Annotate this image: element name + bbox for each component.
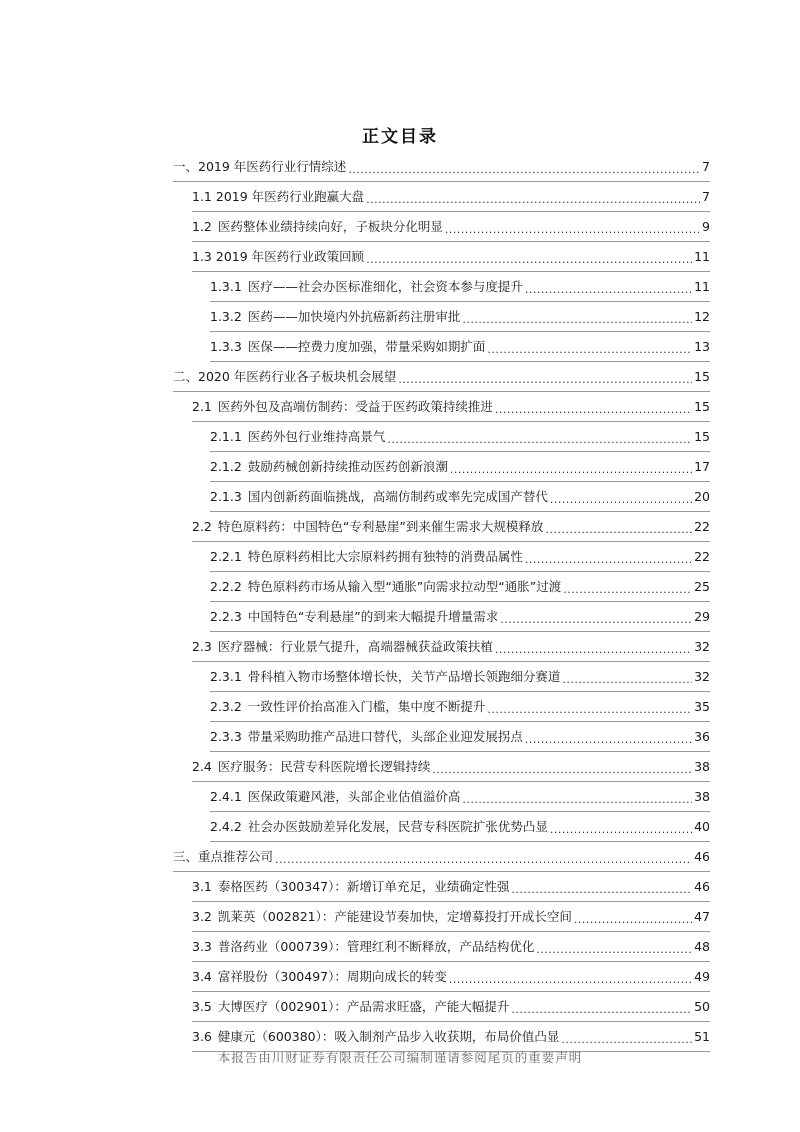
page-title: 正文目录 — [362, 127, 438, 147]
toc-entry-title: 大博医疗（002901）：产品需求旺盛，产能大幅提升 — [217, 999, 510, 1015]
toc-entry-number: 1.2 — [192, 219, 212, 235]
toc-entry-title: 医药——加快境内外抗癌新药注册审批 — [247, 309, 461, 325]
toc-entry-page: 35 — [694, 699, 710, 715]
toc-entry-title: 医药外包及高端仿制药：受益于医药政策持续推进 — [217, 399, 493, 415]
toc-entry-title: 2019 年医药行业行情综述 — [198, 159, 347, 175]
toc-entry-number: 三、 — [173, 849, 199, 865]
toc-entry-title: 特色原料药市场从输入型“通胀”向需求拉动型“通胀”过渡 — [247, 579, 562, 595]
toc-entry[interactable] — [192, 242, 710, 272]
toc-entry-number: 1.3.3 — [210, 339, 242, 355]
toc-entry[interactable] — [210, 602, 710, 632]
toc-entry-number: 3.3 — [192, 939, 212, 955]
toc-entry[interactable] — [192, 992, 710, 1022]
toc-entry-page: 46 — [694, 879, 710, 895]
toc-entry-title: 2019 年医药行业政策回顾 — [215, 249, 365, 265]
toc-entry-page: 9 — [702, 219, 710, 235]
toc-entry[interactable] — [192, 752, 710, 782]
toc-leader-dots — [348, 164, 700, 175]
toc-entry-title: 骨科植入物市场整体增长快，关节产品增长领跑细分赛道 — [247, 669, 561, 685]
toc-entry-title: 特色原料药：中国特色“专利悬崖”到来催生需求大规模释放 — [217, 519, 544, 535]
toc-entry-number: 2.1.3 — [210, 489, 242, 505]
toc-leader-dots — [536, 944, 692, 955]
toc-leader-dots — [511, 1004, 692, 1015]
toc-entry-page: 46 — [694, 849, 710, 865]
toc-entry-page: 22 — [694, 549, 710, 565]
toc-leader-dots — [445, 224, 700, 235]
toc-leader-dots — [500, 614, 692, 625]
toc-leader-dots — [487, 704, 692, 715]
toc-entry-page: 49 — [694, 969, 710, 985]
toc-entry-page: 13 — [694, 339, 710, 355]
toc-entry-number: 3.6 — [192, 1029, 212, 1045]
toc-entry-title: 一致性评价抬高准入门槛，集中度不断提升 — [247, 699, 486, 715]
toc-entry-number: 2.4.1 — [210, 789, 242, 805]
toc-entry-title: 医药外包行业维持高景气 — [247, 429, 386, 445]
toc-entry-page: 38 — [694, 759, 710, 775]
toc-entry[interactable] — [192, 212, 710, 242]
toc-entry-page: 15 — [694, 429, 710, 445]
toc-entry-number: 2.2.2 — [210, 579, 242, 595]
toc-entry-page: 15 — [694, 399, 710, 415]
toc-entry[interactable] — [210, 722, 710, 752]
toc-entry[interactable] — [210, 302, 710, 332]
toc-entry[interactable] — [210, 542, 710, 572]
toc-entry-number: 3.1 — [192, 879, 212, 895]
toc-entry-page: 12 — [694, 309, 710, 325]
toc-entry[interactable] — [192, 932, 710, 962]
toc-leader-dots — [563, 584, 692, 595]
toc-leader-dots — [387, 434, 692, 445]
toc-entry-number: 1.1 — [192, 189, 212, 205]
toc-entry-title: 医疗服务：民营专科医院增长逻辑持续 — [217, 759, 431, 775]
toc-entry[interactable] — [210, 782, 710, 812]
toc-entry-title: 国内创新药面临挑战，高端仿制药或率先完成国产替代 — [247, 489, 548, 505]
toc-entry-title: 医保政策避风港，头部企业估值溢价高 — [247, 789, 461, 805]
toc-entry-page: 47 — [694, 909, 710, 925]
toc-entry-title: 泰格医药（300347）：新增订单充足，业绩确定性强 — [217, 879, 510, 895]
toc-entry-number: 2.4 — [192, 759, 212, 775]
toc-entry-title: 中国特色“专利悬崖”的到来大幅提升增量需求 — [247, 609, 499, 625]
toc-entry-page: 11 — [694, 249, 710, 265]
toc-leader-dots — [462, 314, 692, 325]
toc-leader-dots — [366, 194, 700, 205]
toc-entry-title: 重点推荐公司 — [198, 849, 274, 865]
toc-leader-dots — [525, 284, 692, 295]
toc-leader-dots — [432, 764, 692, 775]
toc-entry-number: 2.2.1 — [210, 549, 242, 565]
toc-leader-dots — [574, 914, 692, 925]
toc-entry-title: 医保——控费力度加强，带量采购如期扩面 — [247, 339, 486, 355]
toc-leader-dots — [550, 824, 692, 835]
toc-entry-title: 凯莱英（002821）：产能建设节奏加快，定增募投打开成长空间 — [217, 909, 572, 925]
toc-entry-title: 2020 年医药行业各子板块机会展望 — [198, 369, 397, 385]
toc-entry-page: 20 — [694, 489, 710, 505]
toc-leader-dots — [511, 884, 692, 895]
toc-entry-number: 2.1.2 — [210, 459, 242, 475]
toc-leader-dots — [449, 974, 692, 985]
toc-entry-page: 17 — [694, 459, 710, 475]
toc-entry[interactable] — [210, 272, 710, 302]
toc-entry-number: 2.3.2 — [210, 699, 242, 715]
toc-entry[interactable] — [210, 422, 710, 452]
toc-entry-page: 22 — [694, 519, 710, 535]
toc-entry[interactable] — [192, 632, 710, 662]
toc-entry[interactable] — [192, 902, 710, 932]
toc-entry-page: 15 — [694, 369, 710, 385]
toc-entry[interactable] — [210, 692, 710, 722]
footer-disclaimer: 本报告由川财证券有限责任公司编制谨请参阅尾页的重要声明 — [217, 1050, 583, 1065]
toc-entry-page: 25 — [694, 579, 710, 595]
toc-entry-title: 带量采购助推产品进口替代，头部企业迎发展拐点 — [247, 729, 523, 745]
toc-entry[interactable] — [192, 392, 710, 422]
toc-entry[interactable] — [210, 452, 710, 482]
toc-entry-page: 38 — [694, 789, 710, 805]
toc-entry-number: 2.2.3 — [210, 609, 242, 625]
toc-entry[interactable] — [192, 962, 710, 992]
toc-entry-number: 3.4 — [192, 969, 212, 985]
toc-entry-number: 一、 — [173, 159, 199, 175]
toc-entry[interactable] — [210, 572, 710, 602]
toc-entry-number: 3.5 — [192, 999, 212, 1015]
toc-entry[interactable] — [192, 182, 710, 212]
toc-leader-dots — [561, 1034, 692, 1045]
toc-entry-title: 社会办医鼓励差异化发展，民营专科医院扩张优势凸显 — [247, 819, 548, 835]
toc-entry-title: 普洛药业（000739）：管理红利不断释放，产品结构优化 — [217, 939, 535, 955]
toc-entry-title: 2019 年医药行业跑赢大盘 — [215, 189, 365, 205]
toc-entry[interactable] — [173, 152, 710, 182]
toc-entry[interactable] — [210, 662, 710, 692]
toc-entry-number: 1.3.2 — [210, 309, 242, 325]
toc-entry-number: 2.1.1 — [210, 429, 242, 445]
toc-entry-number: 2.3.1 — [210, 669, 242, 685]
toc-leader-dots — [398, 374, 692, 385]
toc-entry-number: 2.3.3 — [210, 729, 242, 745]
toc-entry-number: 二、 — [173, 369, 199, 385]
toc-entry-number: 2.2 — [192, 519, 212, 535]
toc-leader-dots — [550, 494, 692, 505]
toc-entry-number: 1.3.1 — [210, 279, 242, 295]
toc-leader-dots — [525, 734, 692, 745]
toc-entry-page: 51 — [694, 1029, 710, 1045]
toc-leader-dots — [495, 644, 692, 655]
toc-leader-dots — [462, 794, 692, 805]
toc-leader-dots — [562, 674, 692, 685]
toc-entry-page: 50 — [694, 999, 710, 1015]
toc-entry-title: 健康元（600380）：吸入制剂产品步入收获期，布局价值凸显 — [217, 1029, 560, 1045]
toc-entry-title: 医疗器械：行业景气提升，高端器械获益政策扶植 — [217, 639, 493, 655]
toc-entry-title: 鼓励药械创新持续推动医药创新浪潮 — [247, 459, 448, 475]
toc-entry-number: 2.1 — [192, 399, 212, 415]
toc-entry[interactable] — [192, 512, 710, 542]
toc-entry-page: 7 — [702, 189, 710, 205]
toc-entry-title: 医疗——社会办医标准细化，社会资本参与度提升 — [247, 279, 523, 295]
toc-entry-number: 3.2 — [192, 909, 212, 925]
toc-entry-page: 29 — [694, 609, 710, 625]
toc-entry[interactable] — [192, 872, 710, 902]
toc-entry-page: 7 — [702, 159, 710, 175]
toc-leader-dots — [275, 854, 692, 865]
toc-entry-title: 富祥股份（300497）：周期向成长的转变 — [217, 969, 447, 985]
toc-entry-page: 48 — [694, 939, 710, 955]
toc-entry[interactable] — [173, 842, 710, 872]
toc-entry-number: 2.3 — [192, 639, 212, 655]
toc-leader-dots — [525, 554, 692, 565]
toc-entry[interactable] — [210, 332, 710, 362]
toc-entry-page: 40 — [694, 819, 710, 835]
toc-entry-title: 特色原料药相比大宗原料药拥有独特的消费品属性 — [247, 549, 523, 565]
toc-leader-dots — [487, 344, 692, 355]
toc-entry-number: 1.3 — [192, 249, 212, 265]
toc-entry-page: 32 — [694, 639, 710, 655]
toc-leader-dots — [450, 464, 692, 475]
toc-leader-dots — [545, 524, 692, 535]
toc-entry[interactable] — [210, 482, 710, 512]
toc-leader-dots — [366, 254, 692, 265]
toc-entry-page: 32 — [694, 669, 710, 685]
toc-entry-page: 11 — [694, 279, 710, 295]
toc-entry-title: 医药整体业绩持续向好，子板块分化明显 — [217, 219, 443, 235]
toc-leader-dots — [495, 404, 692, 415]
toc-entry-number: 2.4.2 — [210, 819, 242, 835]
toc-entry[interactable] — [210, 812, 710, 842]
toc-entry-page: 36 — [694, 729, 710, 745]
toc-entry[interactable] — [173, 362, 710, 392]
